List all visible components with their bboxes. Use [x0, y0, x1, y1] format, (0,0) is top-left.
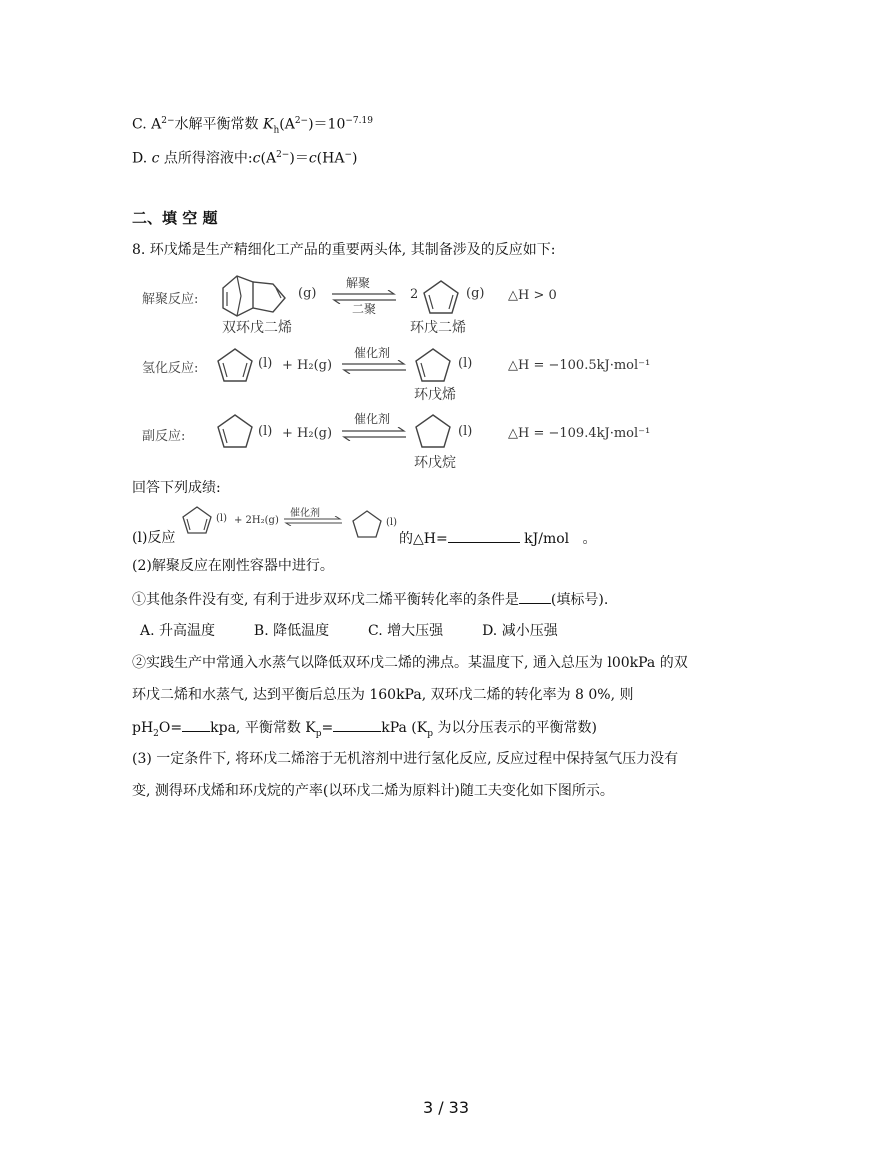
page-number: 3 / 33	[422, 1098, 470, 1117]
cyclopentene-structure	[412, 346, 454, 384]
cyclopentadiene-structure	[180, 505, 214, 535]
answer-blank[interactable]	[333, 717, 381, 732]
reaction-arrow	[282, 516, 344, 526]
equilibrium-arrow	[340, 360, 408, 374]
answer-blank[interactable]	[448, 528, 520, 543]
question-2-2-line2: 环戊二烯和水蒸气, 达到平衡后总压为 160kPa, 双环戊二烯的转化率为 8 0%, 则	[132, 687, 634, 703]
answer-blank[interactable]	[519, 589, 551, 604]
cyclopentene-name: 环戊烯	[414, 387, 456, 403]
cyclopentane-structure	[350, 509, 384, 539]
dicyclopentadiene-name: 双环戊二烯	[222, 320, 292, 336]
choice-list	[140, 621, 558, 641]
choice-d[interactable]: D. 减小压强	[482, 623, 558, 639]
reaction-2-label: 氢化反应:	[142, 361, 199, 376]
cyclopentane-name: 环戊烷	[414, 455, 456, 471]
question-3-line2: 变, 测得环戊烯和环戊烷的产率(以环戊二烯为原料计)随工夫变化如下图所示。	[132, 783, 614, 799]
reaction-2-enthalpy: △H = −100.5kJ·mol⁻¹	[508, 358, 651, 373]
option-c: C. $A^{2-}$水解平衡常数 $K_h(A^{2-})=10^{-7.19}$	[132, 116, 373, 136]
reaction-3-label: 副反应:	[142, 429, 186, 444]
reaction-3-enthalpy: △H = −109.4kJ·mol⁻¹	[508, 426, 651, 441]
option-d: D. c 点所得溶液中$:c(A^{2-})=c(HA^-)$	[132, 150, 358, 167]
equilibrium-arrow	[340, 427, 408, 441]
question-8-intro: 8. 环戊烯是生产精细化工产品的重要两头体, 其制备涉及的反应如下:	[132, 242, 556, 258]
choice-a[interactable]: A. 升高温度	[140, 623, 216, 639]
question-2-1: ①其他条件没有变, 有利于进步双环戊二烯平衡转化率的条件是 (填标号).	[132, 589, 608, 610]
question-2-2-line3: $pH_2O=$ kpa, 平衡常数 $K_p=$ kPa ($K_p$ 为以分压表示的平衡常数)	[132, 717, 597, 744]
cyclopentane-structure	[412, 412, 454, 450]
cyclopentadiene-structure	[420, 278, 462, 316]
question-3-line1: (3) 一定条件下, 将环戊二烯溶于无机溶剂中进行氢化反应, 反应过程中保持氢气压力没有	[132, 751, 679, 767]
choice-c[interactable]: C. 增大压强	[368, 623, 444, 639]
question-2-2-line1: ②实践生产中常通入水蒸气以降低双环戊二烯的沸点。某温度下, 通入总压为 l00kPa 的双	[132, 655, 688, 671]
cyclopentene-structure	[214, 412, 256, 450]
reaction-1-label: 解聚反应:	[142, 292, 199, 307]
answer-intro: 回答下列成绩:	[132, 480, 221, 496]
cyclopentadiene-structure	[214, 346, 256, 384]
section-title: 二、填 空 题	[132, 209, 218, 227]
choice-b[interactable]: B. 降低温度	[253, 623, 330, 639]
answer-blank[interactable]	[182, 717, 210, 732]
reaction-1-enthalpy: △H > 0	[508, 288, 557, 303]
cyclopentadiene-name: 环戊二烯	[410, 320, 466, 336]
question-2: (2)解聚反应在刚性容器中进行。	[132, 558, 334, 574]
